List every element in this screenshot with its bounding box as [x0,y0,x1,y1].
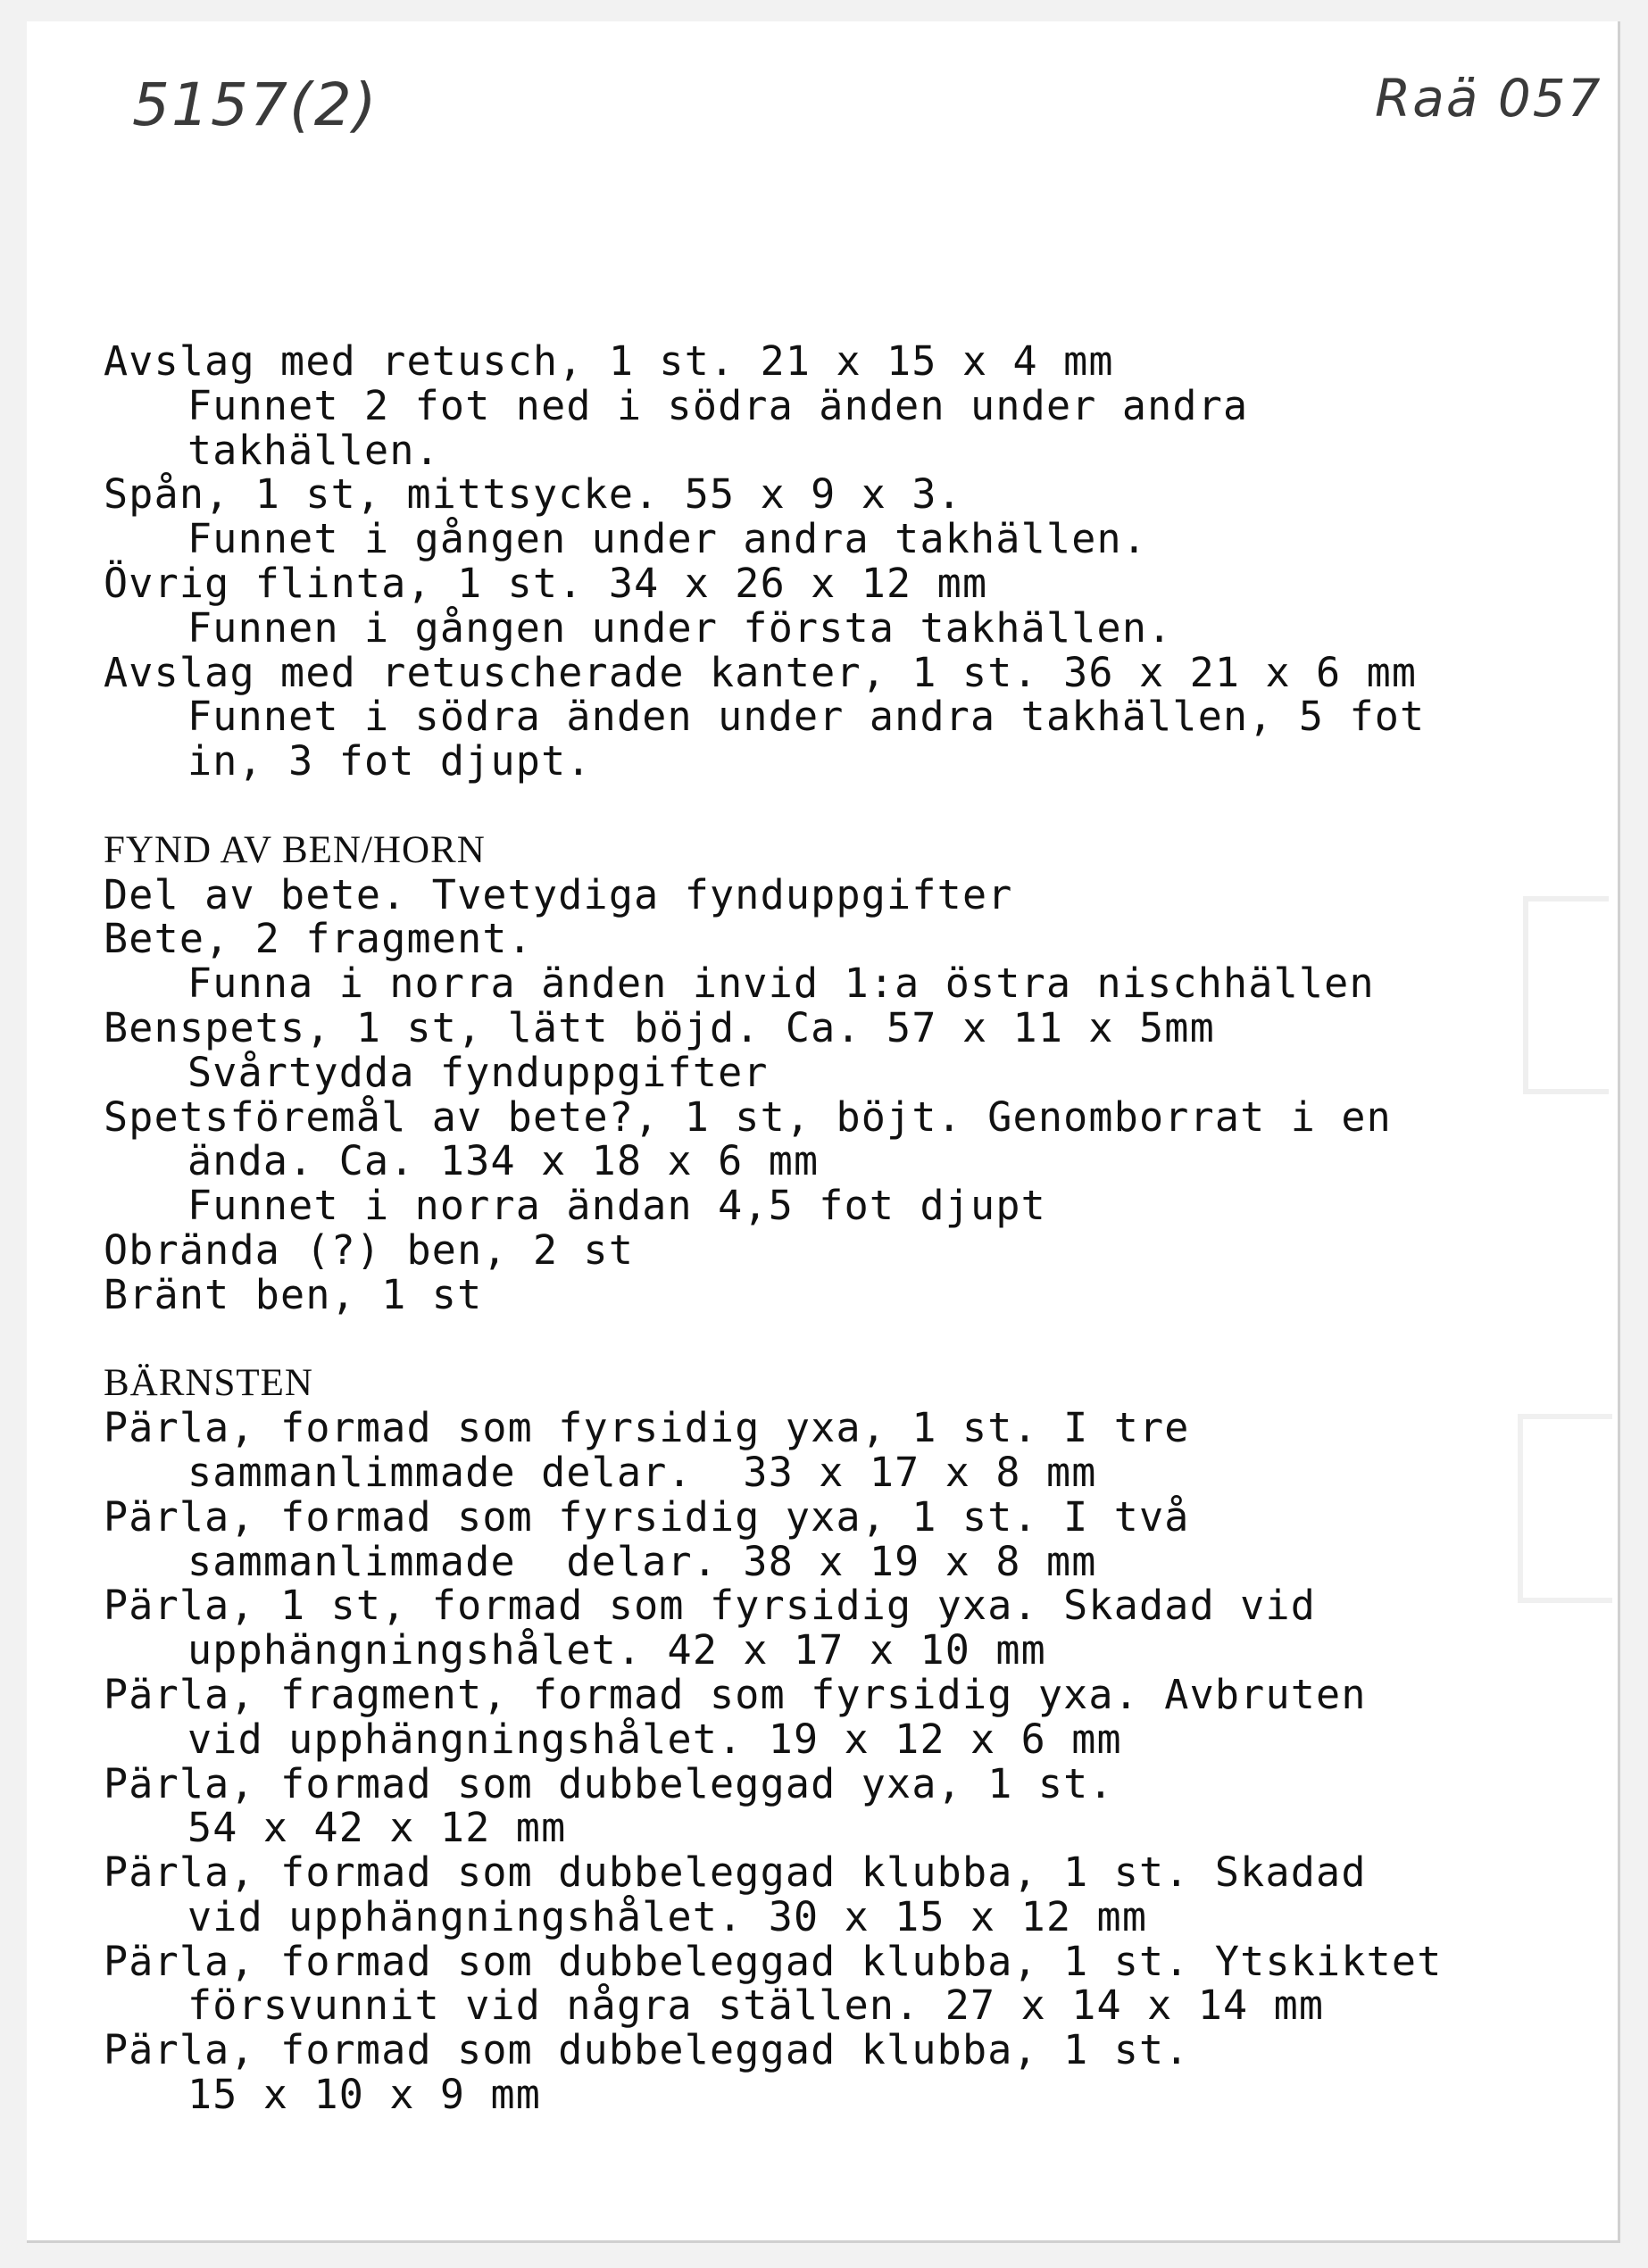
entry-detail-line: Funnen i gången under första takhällen. [187,603,1173,652]
entry-detail-line: 15 x 10 x 9 mm [187,2071,542,2119]
handwritten-catalog-number: 5157(2) [132,71,379,139]
entry-line: Pärla, formad som dubbeleggad klubba, 1 st. Ytskiktet [104,1937,1443,1985]
entry-line: Spetsföremål av bete?, 1 st, böjt. Genomborrat i en [104,1092,1392,1141]
entry-detail-line: Svårtydda fynduppgifter [187,1048,769,1096]
entry-line: Benspets, 1 st, lätt böjd. Ca. 57 x 11 x 5mm [104,1003,1215,1051]
section-flint [104,339,1612,784]
entry-detail-line: ända. Ca. 134 x 18 x 6 mm [187,1137,820,1185]
entry-detail-line: 54 x 42 x 12 mm [187,1804,567,1852]
find-list [104,339,1612,2117]
entry-line: Bete, 2 fragment. [104,915,533,963]
section-gap [104,784,1612,828]
entry-detail-line: in, 3 fot djupt. [187,737,592,785]
section-heading: BÄRNSTEN [104,1362,313,1405]
entry-detail-line: Funnet i gången under andra takhällen. [187,515,1148,563]
entry-line: Spån, 1 st, mittsycke. 55 x 9 x 3. [104,470,962,519]
entry-detail-line: sammanlimmade delar. 38 x 19 x 8 mm [187,1537,1097,1585]
section-heading: FYND AV BEN/HORN [104,828,486,871]
document-page [27,21,1620,2243]
entry-detail-line: vid upphängningshålet. 19 x 12 x 6 mm [187,1715,1122,1763]
entry-line: Bränt ben, 1 st [104,1270,483,1318]
entry-line: Övrig flinta, 1 st. 34 x 26 x 12 mm [104,559,988,607]
entry-detail-line: upphängningshålet. 42 x 17 x 10 mm [187,1626,1046,1674]
entry-line: Avslag med retusch, 1 st. 21 x 15 x 4 mm [104,337,1114,385]
entry-line: Pärla, 1 st, formad som fyrsidig yxa. Skadad vid [104,1582,1317,1630]
entry-line: Pärla, fragment, formad som fyrsidig yxa. Avbruten [104,1670,1367,1718]
entry-detail-line: vid upphängningshålet. 30 x 15 x 12 mm [187,1892,1148,1940]
entry-line: Pärla, formad som dubbeleggad klubba, 1 st. Skadad [104,1848,1367,1897]
entry-detail-line: takhällen. [187,426,440,474]
section-amber [104,1361,1612,2117]
entry-line: Avslag med retuscherade kanter, 1 st. 36 x 21 x 6 mm [104,648,1418,696]
entry-line: Del av bete. Tvetydiga fynduppgifter [104,870,1013,918]
entry-line: Pärla, formad som fyrsidig yxa, 1 st. I två [104,1492,1190,1541]
section-bone-horn [104,828,1612,1317]
entry-detail-line: försvunnit vid några ställen. 27 x 14 x 14 mm [187,1981,1325,2030]
entry-line: Pärla, formad som fyrsidig yxa, 1 st. I tre [104,1404,1190,1452]
entry-detail-line: Funna i norra änden invid 1:a östra nischhällen [187,960,1375,1008]
entry-line: Obrända (?) ben, 2 st [104,1225,635,1274]
entry-detail-line: Funnet i södra änden under andra takhällen, 5 fot [187,693,1426,741]
handwritten-raa-number: Raä 057 [1375,68,1602,129]
entry-line: Pärla, formad som dubbeleggad yxa, 1 st. [104,1759,1114,1807]
section-gap [104,1317,1612,1362]
entry-detail-line: Funnet i norra ändan 4,5 fot djupt [187,1182,1046,1230]
entry-detail-line: sammanlimmade delar. 33 x 17 x 8 mm [187,1448,1097,1496]
entry-line: Pärla, formad som dubbeleggad klubba, 1 st. [104,2026,1190,2074]
entry-detail-line: Funnet 2 fot ned i södra änden under andra [187,381,1249,429]
